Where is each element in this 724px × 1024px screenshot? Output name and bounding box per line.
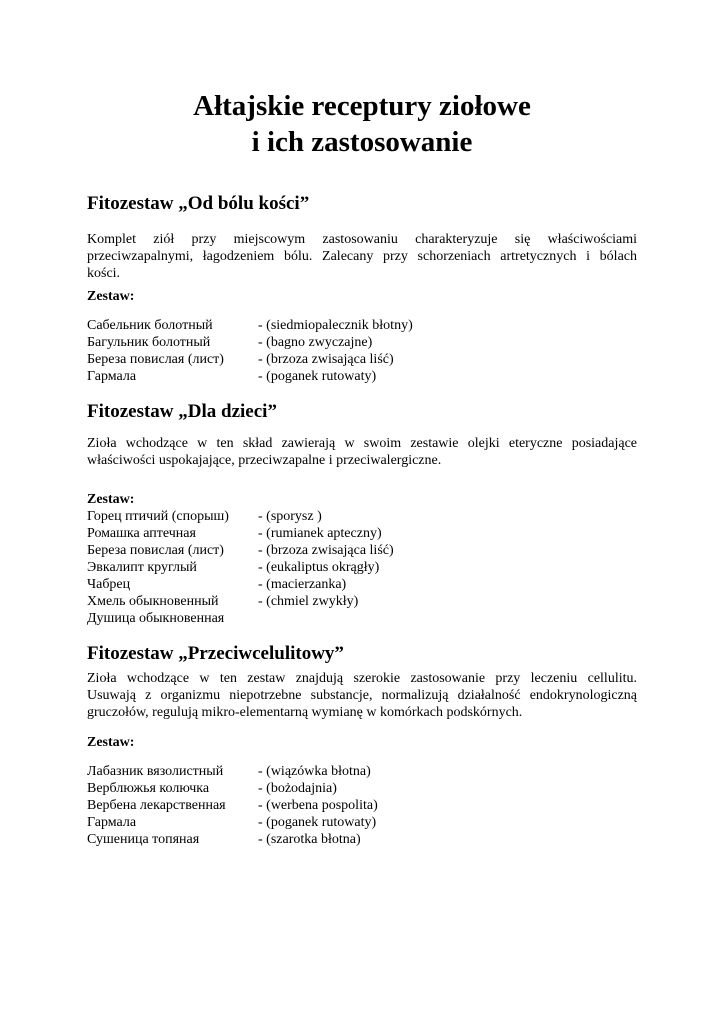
- description-line: gruczołów, regulują mikro-elementarną wymianę w komórkach podskórnych.: [87, 705, 523, 720]
- herb-name-pl: - (eukaliptus okrągły): [258, 560, 380, 575]
- herb-item: [87, 831, 637, 848]
- herb-item: [87, 593, 637, 610]
- herb-list-przeciwcelulitowy: [87, 763, 637, 848]
- section-description-od-bolu-kosci: [87, 231, 637, 282]
- herb-item: [87, 368, 637, 385]
- herb-name-ru: Лабазник вязолистный: [87, 764, 224, 779]
- herb-name-pl: - (wiązówka błotna): [258, 764, 371, 779]
- herb-name-pl: - (macierzanka): [258, 577, 347, 592]
- description-line: przeciwzapalnymi, łagodzeniem bólu. Zalecany przy schorzeniach artretycznych i bólach: [87, 249, 637, 264]
- herb-name-pl: - (poganek rutowaty): [258, 815, 377, 830]
- herb-name-ru: Береза повислая (лист): [87, 352, 224, 367]
- document-title-line-1: Ałtajskie receptury ziołowe: [193, 90, 531, 122]
- herb-item: [87, 559, 637, 576]
- herb-name-pl: - (sporysz ): [258, 509, 322, 524]
- herb-name-ru: Ромашка аптечная: [87, 526, 196, 541]
- herb-item: [87, 576, 637, 593]
- description-line: Zioła wchodzące w ten skład zawierają w swoim zestawie olejki eteryczne posiadające: [87, 436, 637, 451]
- herb-name-ru: Вербена лекарственная: [87, 798, 226, 813]
- herb-name-pl: - (werbena pospolita): [258, 798, 378, 813]
- herb-item: [87, 763, 637, 780]
- section-heading-przeciwcelulitowy: Fitozestaw „Przeciwcelulitowy”: [87, 643, 344, 664]
- herb-name-ru: Горец птичий (спорыш): [87, 509, 229, 524]
- herb-name-pl: - (rumianek apteczny): [258, 526, 382, 541]
- herb-name-ru: Гармала: [87, 815, 137, 830]
- herb-item: [87, 542, 637, 559]
- herb-name-pl: - (bagno zwyczajne): [258, 335, 373, 350]
- herb-name-pl: - (chmiel zwykły): [258, 594, 359, 609]
- herb-name-ru: Хмель обыкновенный: [87, 594, 219, 609]
- herb-name-pl: - (szarotka błotna): [258, 832, 361, 847]
- description-line: kości.: [87, 266, 121, 281]
- herb-item: [87, 525, 637, 542]
- herb-name-pl: - (bożodajnia): [258, 781, 337, 796]
- herb-name-pl: - (poganek rutowaty): [258, 369, 377, 384]
- description-line: Zioła wchodzące w ten zestaw znajdują szerokie zastosowanie przy leczeniu cellulitu.: [87, 671, 637, 686]
- description-line: właściwości uspokajające, przeciwzapalne i przeciwalergiczne.: [87, 453, 442, 468]
- herb-name-ru: Чабрец: [87, 577, 131, 592]
- herb-name-ru: Гармала: [87, 369, 137, 384]
- herb-name-ru: Сабельник болотный: [87, 318, 213, 333]
- herb-name-ru: Эвкалипт круглый: [87, 560, 197, 575]
- set-label: Zestaw:: [87, 289, 135, 304]
- herb-name-ru: Сушеница топяная: [87, 832, 200, 847]
- herb-list-dla-dzieci: [87, 508, 637, 627]
- description-line: Komplet ziół przy miejscowym zastosowaniu charakteryzuje się właściwościami: [87, 232, 637, 247]
- herb-item: [87, 508, 637, 525]
- herb-item: [87, 780, 637, 797]
- herb-item: [87, 814, 637, 831]
- herb-name-pl: - (brzoza zwisająca liść): [258, 543, 394, 558]
- description-line: Usuwają z organizmu niepotrzebne substancje, normalizują działalność endokrynologiczną: [87, 688, 637, 703]
- herb-name-ru: Береза повислая (лист): [87, 543, 224, 558]
- document-title-line-2: i ich zastosowanie: [251, 126, 473, 158]
- herb-item: [87, 334, 637, 351]
- herb-name-ru: Багульник болотный: [87, 335, 211, 350]
- set-label: Zestaw:: [87, 492, 135, 507]
- section-description-przeciwcelulitowy: [87, 670, 637, 721]
- herb-name-ru: Душица обыкновенная: [87, 611, 225, 626]
- set-label: Zestaw:: [87, 735, 135, 750]
- herb-list-od-bolu-kosci: [87, 317, 637, 385]
- herb-item: [87, 317, 637, 334]
- herb-name-pl: - (siedmiopalecznik błotny): [258, 318, 413, 333]
- section-description-dla-dzieci: [87, 435, 637, 469]
- herb-name-pl: - (brzoza zwisająca liść): [258, 352, 394, 367]
- section-heading-dla-dzieci: Fitozestaw „Dla dzieci”: [87, 401, 277, 422]
- herb-item: [87, 351, 637, 368]
- section-heading-od-bolu-kosci: Fitozestaw „Od bólu kości”: [87, 193, 310, 214]
- herb-item: [87, 797, 637, 814]
- herb-item: [87, 610, 637, 627]
- herb-name-ru: Верблюжья колючка: [87, 781, 210, 796]
